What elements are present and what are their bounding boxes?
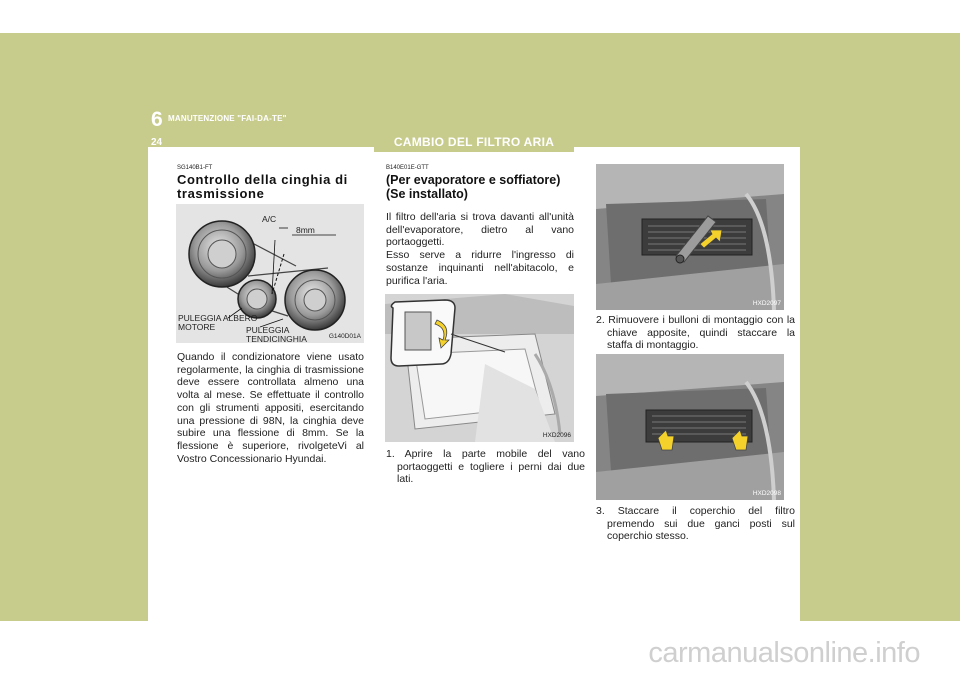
chapter-number: 6: [151, 108, 163, 131]
glovebox-photo: [385, 294, 574, 442]
figure-code-bracket: HXD2097: [752, 300, 781, 307]
middle-section-code: B140E01E-GTT: [386, 165, 429, 171]
label-tensioner-pulley: [246, 326, 307, 343]
bracket-photo: [596, 164, 784, 310]
watermark: carmanualsonline.info: [648, 637, 920, 669]
filter-cover-illustration: [596, 354, 784, 500]
left-title-line-1: Controllo della cinghia di: [177, 172, 348, 187]
middle-title-line-2: (Se installato): [386, 187, 468, 201]
label-8mm: 8mm: [296, 225, 315, 235]
filter-intro: [386, 211, 574, 287]
section-tab-label: CAMBIO DEL FILTRO ARIA: [393, 135, 555, 149]
step-2: 2. Rimuovere i bulloni di montaggio con la chiave apposite, quindi staccare la staffa di montaggio.: [596, 314, 795, 352]
glovebox-illustration: [385, 294, 574, 442]
step-3: 3. Staccare il coperchio del filtro premendo sui due ganci posti sul coperchio stesso.: [596, 505, 795, 543]
middle-section-title: [386, 173, 560, 201]
label-crank-line-2: MOTORE: [178, 322, 216, 332]
figure-code-filter-cover: HXD2098: [752, 490, 781, 497]
belt-paragraph: Quando il condizionatore viene usato regolarmente, la cinghia di trasmissione deve essere controllata almeno una volta al mese. Se effettuate il controllo con gli strumenti appositi, esercitando una pressione di 98N, la cinghia deve subire una flessione di 8mm. Se la flessione è superiore, rivolgeteVi al Vostro Concessionario Hyundai.: [177, 351, 364, 465]
figure-code-glovebox: HXD2096: [542, 432, 571, 439]
section-tab: [374, 130, 574, 152]
figure-code-belt: G140D01A: [328, 333, 361, 340]
middle-title-line-1: (Per evaporatore e soffiatore): [386, 173, 561, 187]
filter-intro-p1: Il filtro dell'aria si trova davanti all'unità dell'evaporatore, dietro al vano portaoggetti.: [386, 211, 574, 249]
label-crank-line-1: PULEGGIA ALBERO: [178, 313, 258, 323]
filter-cover-photo: [596, 354, 784, 500]
belt-diagram: [176, 204, 364, 343]
step-1: 1. Aprire la parte mobile del vano portaoggetti e togliere i perni dai due lati.: [386, 448, 585, 486]
label-ac: A/C: [262, 214, 277, 224]
chapter-title: MANUTENZIONE "FAI-DA-TE": [168, 114, 287, 123]
footer: [0, 621, 960, 678]
filter-intro-p2: Esso serve a ridurre l'ingresso di sostanze inquinanti nell'abitacolo, e purifica l'aria.: [386, 249, 574, 287]
left-section-title: [177, 173, 348, 201]
bracket-illustration: [596, 164, 784, 310]
label-tensioner-line-1: PULEGGIA: [246, 325, 290, 335]
left-title-line-2: trasmissione: [177, 186, 265, 201]
page-number: 24: [151, 137, 163, 148]
left-section-code: SG140B1-FT: [177, 165, 213, 171]
top-margin: [0, 0, 960, 33]
label-tensioner-line-2: TENDICINGHIA: [246, 334, 307, 343]
